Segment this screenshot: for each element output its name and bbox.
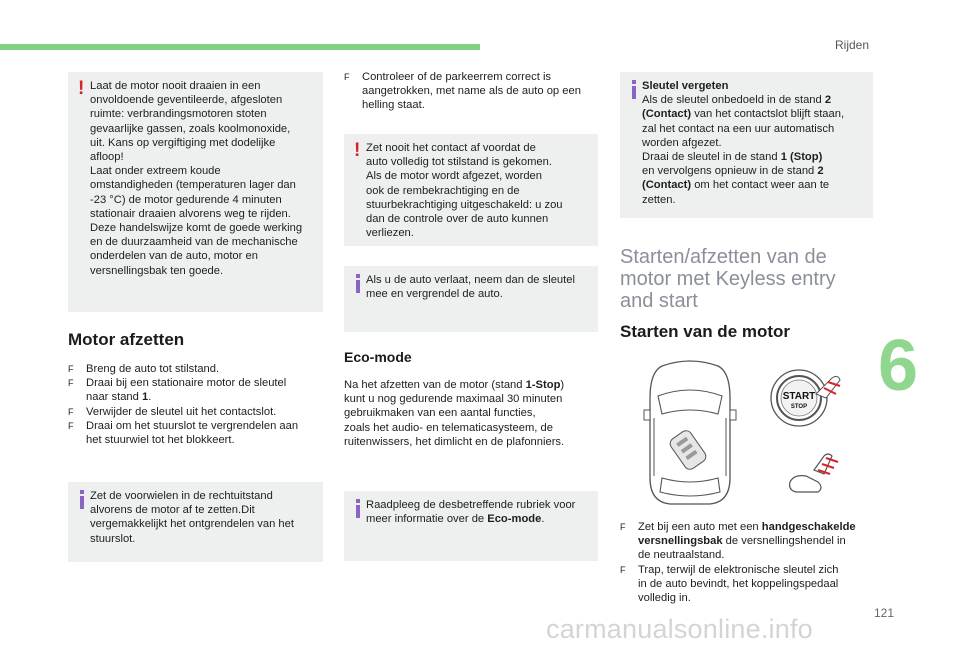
car-top-view-illustration [640, 358, 740, 508]
stop-label: STOP [790, 404, 808, 410]
list-item: F Zet bij een auto met een handgeschakelde versnellingsbak de versnellingshendel in de neutraalstand. [620, 521, 856, 562]
warning-icon: ! [354, 140, 361, 161]
list-item: F Controleer of de parkeerrem correct is aangetrokken, met name als de auto op een helling staat. [344, 71, 581, 112]
section-color-bar [0, 44, 480, 50]
page-number: 121 [874, 606, 895, 620]
list-item: F Trap, terwijl de elektronische sleutel zich in de auto bevindt, het koppelingspedaal volledig in. [620, 563, 839, 605]
heading-eco-mode: Eco-mode [344, 349, 412, 365]
warning-icon: ! [78, 78, 85, 99]
eco-mode-text: Na het afzetten van de motor (stand 1-Stop) kunt u nog gedurende maximaal 30 minuten gebruikmaken van een aantal functies, zoals het audio- en telematicasysteem, de ruitenwissers, het dimlicht en de plafonniers. [344, 379, 565, 448]
clutch-pedal-illustration [784, 448, 840, 498]
motor-afzetten-steps [68, 362, 328, 447]
starten-steps [620, 520, 880, 605]
list-item: F Verwijder de sleutel uit het contactslot. [68, 405, 277, 418]
heading-keyless-start: Starten/afzetten van de motor met Keyless entry and start [620, 246, 836, 312]
chapter-number: 6 [878, 326, 919, 406]
section-label: Rijden [835, 38, 870, 52]
info-box-take-key: Als u de auto verlaat, neem dan de sleutel mee en vergrendel de auto. [344, 266, 598, 332]
list-item: F Breng de auto tot stilstand. [68, 363, 220, 375]
info-icon [80, 490, 84, 509]
start-stop-button-illustration [766, 364, 846, 434]
info-box-forgotten-key: Sleutel vergeten Als de sleutel onbedoeld in de stand 2 (Contact) van het contactslot blijft staan, zal het contact na een uur automatisch worden afgezet. Draai de sleutel in de stand 1 (Stop) en vervolgens opnieuw in de stand 2 (Contact) om het contact weer aan te zetten. [620, 72, 873, 218]
info-box-front-wheels: Zet de voorwielen in de rechtuitstand alvorens de motor af te zetten.Dit vergemakkelijkt het ontgrendelen van het stuurslot. [68, 482, 323, 562]
warning-box-ignition: ! Zet nooit het contact af voordat de auto volledig tot stilstand is gekomen. Als de motor wordt afgezet, worden ook de rembekrachtiging en de stuurbekrachtiging uitgeschakeld: u zou dan de controle over de auto kunnen verliezen. [344, 134, 598, 246]
warning-box-engine-running: ! Laat de motor nooit draaien in een onvoldoende geventileerde, afgesloten ruimte: verbrandingsmotoren stoten gevaarlijke gassen, zoals koolmonoxide, uit. Kans op vergiftiging met dodelijke afloop! Laat onder extreem koude omstandigheden (temperaturen lager dan -23 °C) de motor gedurende 4 minuten stationair draaien alvorens weg te rijden. Deze handelswijze komt de goede werking en de duurzaamheid van de mechanische onderdelen van de auto, motor en versnellingsbak ten goede. [68, 72, 323, 312]
parking-brake-step [344, 70, 604, 113]
watermark: carmanualsonline.info [546, 614, 813, 644]
info-icon [356, 499, 360, 518]
info-box-eco-mode: Raadpleeg de desbetreffende rubriek voor meer informatie over de Eco-mode. [344, 491, 598, 561]
list-item: F Draai bij een stationaire motor de sleutel naar stand 1. [68, 377, 287, 404]
list-item: F Draai om het stuurslot te vergrendelen aan het stuurwiel tot het blokkeert. [68, 419, 299, 447]
info-icon [632, 80, 636, 99]
start-label: START [782, 391, 816, 402]
heading-motor-afzetten: Motor afzetten [68, 330, 185, 349]
heading-starten-motor: Starten van de motor [620, 322, 791, 341]
info-icon [356, 274, 360, 293]
